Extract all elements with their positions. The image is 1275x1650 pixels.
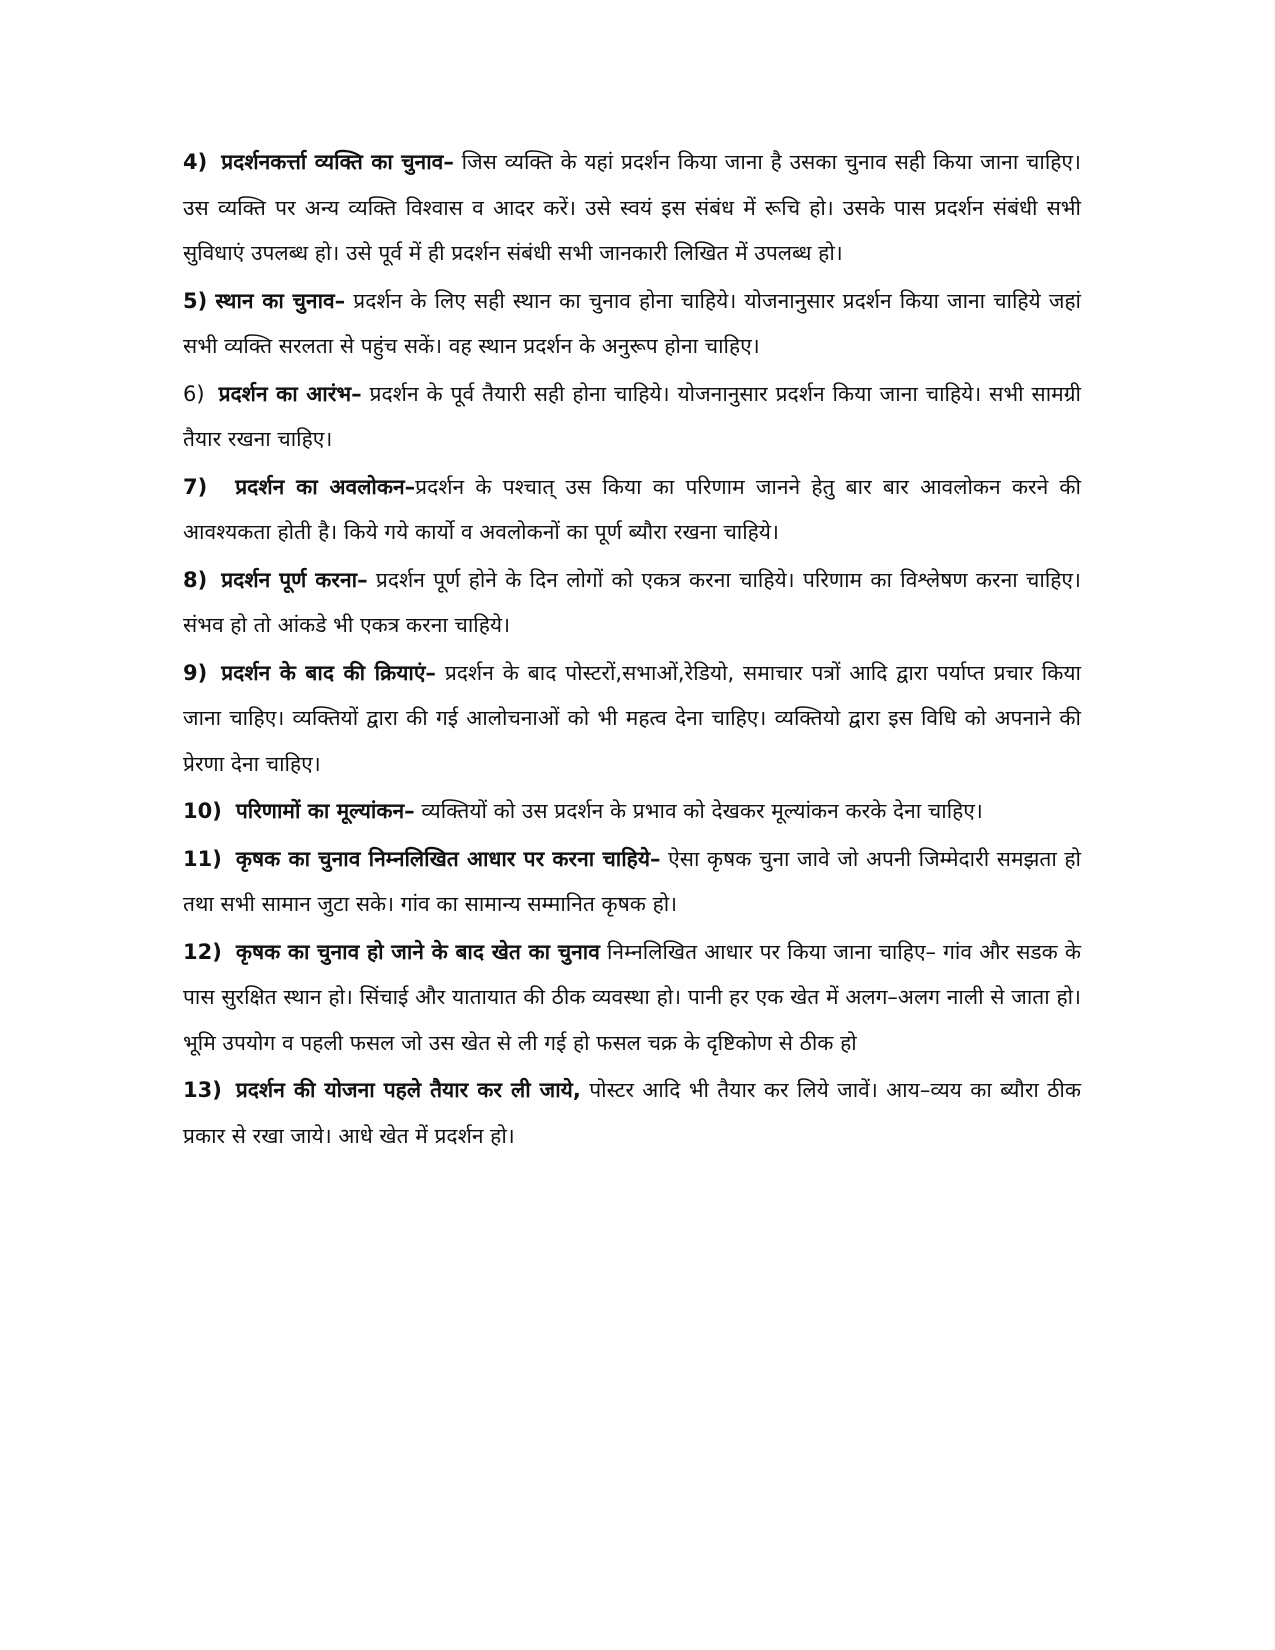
- point-number: 4): [183, 150, 208, 174]
- point-11: [183, 837, 1081, 928]
- point-number: 6): [183, 381, 205, 406]
- point-text: निम्नलिखित आधार पर किया जाना चाहिए– गांव और सडक के पास सुरक्षित स्थान हो। सिंचाई और यातायात की ठीक व्यवस्था हो। पानी हर एक खेत में अलग–अलग नाली से जाता हो। भूमि उपयोग व पहली फसल जो उस खेत से ली गई हो फसल चक्र के दृष्टिकोण से ठीक हो: [183, 939, 1081, 1055]
- point-number: 5): [183, 288, 208, 313]
- point-4: [183, 140, 1081, 277]
- point-heading: प्रदर्शन पूर्ण करना–: [221, 567, 368, 592]
- point-heading: परिणामों का मूल्यांकन–: [235, 799, 415, 823]
- point-12: [183, 930, 1081, 1067]
- point-10: [183, 789, 1081, 835]
- point-text: प्रदर्शन पूर्ण होने के दिन लोगों को एकत्र करना चाहिये। परिणाम का विश्लेषण करना चाहिए। संभव हो तो आंकडे भी एकत्र करना चाहिये।: [183, 567, 1081, 637]
- point-heading: कृषक का चुनाव निम्नलिखित आधार पर करना चाहिये–: [235, 846, 661, 871]
- point-text: पोस्टर आदि भी तैयार कर लिये जावें। आय–व्यय का ब्यौरा ठीक प्रकार से रखा जाये। आधे खेत में प्रदर्शन हो।: [183, 1078, 1081, 1148]
- point-text: ऐसा कृषक चुना जावे जो अपनी जिम्मेदारी समझता हो तथा सभी सामान जुटा सके। गांव का सामान्य सम्मानित कृषक हो।: [183, 846, 1081, 916]
- point-5: [183, 279, 1081, 370]
- point-text: प्रदर्शन के पश्चात् उस किया का परिणाम जानने हेतु बार बार आवलोकन करने की आवश्यकता होती है। किये गये कार्यो व अवलोकनों का पूर्ण ब्यौरा रखना चाहिये।: [183, 474, 1081, 544]
- point-number: 11): [183, 846, 222, 871]
- point-6: [183, 372, 1081, 463]
- point-9: [183, 651, 1081, 788]
- point-7: [183, 465, 1081, 556]
- point-number: 7): [183, 474, 208, 499]
- point-heading: प्रदर्शनकर्त्ता व्यक्ति का चुनाव–: [221, 150, 454, 174]
- point-heading: स्थान का चुनाव–: [215, 288, 346, 313]
- point-number: 10): [183, 799, 222, 823]
- point-heading: प्रदर्शन का आरंभ–: [218, 381, 362, 406]
- point-number: 12): [183, 939, 222, 964]
- point-text: जिस व्यक्ति के यहां प्रदर्शन किया जाना है उसका चुनाव सही किया जाना चाहिए। उस व्यक्ति पर अन्य व्यक्ति विश्वास व आदर करें। उसे स्वयं इस संबंध में रूचि हो। उसके पास प्रदर्शन संबंधी सभी सुविधाएं उपलब्ध हो। उसे पूर्व में ही प्रदर्शन संबंधी सभी जानकारी लिखित में उपलब्ध हो।: [183, 150, 1081, 265]
- point-number: 13): [183, 1078, 222, 1102]
- point-8: [183, 558, 1081, 649]
- point-number: 8): [183, 567, 208, 592]
- point-heading: कृषक का चुनाव हो जाने के बाद खेत का चुनाव: [235, 939, 600, 964]
- point-text: व्यक्तियों को उस प्रदर्शन के प्रभाव को देखकर मूल्यांकन करके देना चाहिए।: [414, 799, 983, 823]
- point-text: प्रदर्शन के पूर्व तैयारी सही होना चाहिये। योजनानुसार प्रदर्शन किया जाना चाहिये। सभी सामग्री तैयार रखना चाहिए।: [183, 381, 1081, 451]
- point-13: [183, 1068, 1081, 1159]
- point-text: प्रदर्शन के लिए सही स्थान का चुनाव होना चाहिये। योजनानुसार प्रदर्शन किया जाना चाहिये जहां सभी व्यक्ति सरलता से पहुंच सकें। वह स्थान प्रदर्शन के अनुरूप होना चाहिए।: [183, 288, 1081, 358]
- point-text: प्रदर्शन के बाद पोस्टरों,सभाओं,रेडियो, समाचार पत्रों आदि द्वारा पर्याप्त प्रचार किया जाना चाहिए। व्यक्तियों द्वारा की गई आलोचनाओं को भी महत्व देना चाहिए। व्यक्तियो द्वारा इस विधि को अपनाने की प्रेरणा देना चाहिए।: [183, 660, 1081, 776]
- point-heading: प्रदर्शन के बाद की क्रियाएं–: [221, 660, 436, 685]
- point-heading: प्रदर्शन की योजना पहले तैयार कर ली जाये,: [235, 1078, 581, 1102]
- document-body: [183, 140, 1081, 1161]
- point-heading: प्रदर्शन का अवलोकन–: [235, 474, 416, 499]
- point-number: 9): [183, 660, 208, 685]
